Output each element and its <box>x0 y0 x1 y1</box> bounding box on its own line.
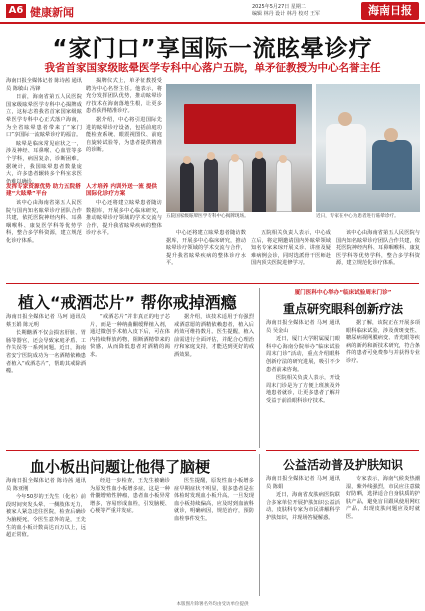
story2-column-1 <box>6 314 86 377</box>
story4-paragraph: 医生提醒，原发性血小板增多症早期症状不明显，很多患者是在体检时发现血小板升高。一旦发现血小板持续偏高，应及时到血液科就诊，明确病因，规范治疗，预防血栓事件发生。 <box>174 478 254 522</box>
story5-column-2 <box>346 476 420 523</box>
column-rule <box>259 454 260 596</box>
story3-column-1 <box>266 320 340 407</box>
patient-figure <box>372 140 412 190</box>
person-figure <box>228 158 244 212</box>
lead-column-2 <box>86 78 162 156</box>
lead-paragraph: 该中心由海南省第五人民医院与国内知名眩晕诊疗团队合作共建，依托医院神经内科、耳鼻咽喉科、康复医学科等优势学科，整合多学科资源，建立规范化诊疗体系。 <box>6 200 82 244</box>
lead-subheading-1: 发挥专家资源优势 助力五院搭建“大眩晕”平台 <box>6 184 81 197</box>
person-figure <box>204 158 218 212</box>
story3-kicker: 厦门医科中心举办“临床试验周末门诊” <box>294 290 392 296</box>
story3-byline: 海南日报全媒体记者 马珂 通讯员 吴金山 <box>266 320 340 334</box>
lead-column-1 <box>6 78 82 187</box>
person-head <box>231 154 239 162</box>
person-head <box>183 156 191 164</box>
column-rule <box>259 288 260 448</box>
story2-headline: 植入“戒酒芯片” 帮你戒掉酒瘾 <box>18 293 237 312</box>
story4-paragraph: 今年50岁的王先生（化名）前段时间突发头晕、一侧肢体无力，被家人紧急送往医院，检查后确诊为脑梗死。令医生意外的是，王先生的血小板计数高达百万以上，远超正常值。 <box>6 494 86 539</box>
person-figure <box>276 159 292 212</box>
story5-paragraph: 专家表示，海南气候炎热潮湿，紫外线强烈，市民应注意做好防晒，选择适合自身肤质的护肤产品，避免盲目跟风使用网红产品，出现皮肤问题应及时就医。 <box>346 476 420 520</box>
story4-byline: 海南日报全媒体记者 陈诗茜 通讯员 陈亚刚 <box>6 478 86 492</box>
lead-paragraph: 揭牌仪式上，单矛征教授受聘为中心名誉主任。他表示，将充分发挥团队优势，推动眩晕诊疗技术在海南落地生根，让更多患者获得精准诊疗。 <box>86 78 162 115</box>
person-head <box>207 152 215 160</box>
doctor-figure <box>326 124 366 184</box>
section-divider <box>6 283 419 284</box>
newspaper-logo: 海南日报 <box>361 2 419 20</box>
person-figure <box>180 162 194 212</box>
story2-column-3 <box>174 314 254 361</box>
story3-paragraph: 近日，厦门大学附属厦门眼科中心海南分院举办“临床试验周末门诊”活动，重点介绍眼科创新疗法的研究进展，吸引不少患者前来咨询。 <box>266 336 340 373</box>
lead-paragraph: 眩晕是临床常见症状之一，涉及神经、耳鼻喉、心血管等多个学科，病因复杂，诊断困难。据统计，我国眩晕患者数量庞大，许多患者辗转多个科室求医仍难以确诊。 <box>6 140 82 185</box>
story2-paragraph: 长期酗酒不仅会损害肝脏、胃肠等器官，还会导致家庭矛盾、工作失误等一系列问题。近日，海南省安宁医院成功为一名酒精依赖患者植入“戒酒芯片”，帮助其戒除酒瘾。 <box>6 330 86 375</box>
story5-column-1 <box>266 476 340 524</box>
lead-subhead: 我省首家国家级眩晕医学专科中心落户五院，单矛征教授为中心名誉主任 <box>44 62 381 74</box>
lead-paragraph: 中心还将建立眩晕患者随访数据库，开展多中心临床研究，推动眩晕诊疗领域的学术交流与合作，提升我省眩晕疾病的整体诊疗水平。 <box>166 230 246 267</box>
section-divider <box>6 450 256 451</box>
section-title: 健康新闻 <box>30 6 74 19</box>
story2-byline: 海南日报全媒体记者 马珂 通讯员 蔡玉娟 陈元明 <box>6 314 86 328</box>
story4-column-2 <box>90 478 170 517</box>
story3-headline: 重点研究眼科创新疗法 <box>282 302 403 316</box>
lead-column-4 <box>251 230 331 269</box>
doctor-head <box>338 112 352 126</box>
lead-paragraph: 该中心由海南省第五人民医院与国内知名眩晕诊疗团队合作共建，依托医院神经内科、耳鼻咽喉科、康复医学科等优势学科，整合多学科资源，建立规范化诊疗体系。 <box>336 230 420 267</box>
story5-paragraph: 近日，海南省皮肤病医院联合多家单位开展护肤知识公益活动，皮肤科专家为市民讲解科学护肤知识，并现场答疑解惑。 <box>266 492 340 521</box>
story4-column-1 <box>6 478 86 541</box>
person-figure <box>252 157 266 212</box>
story3-paragraph: 医院相关负责人表示，开设周末门诊是为了方便上班族及外地患者就诊，让更多患者了解并受益于前沿眼科诊疗技术。 <box>266 375 340 404</box>
ceremony-photo <box>166 84 312 212</box>
story5-headline: 公益活动普及护肤知识 <box>282 458 403 472</box>
lead-headline: “家门口”享国际一流眩晕诊疗 <box>52 36 373 62</box>
section-divider <box>266 450 419 451</box>
story5-byline: 海南日报全媒体记者 马珂 通讯员 陈娟 <box>266 476 340 490</box>
story4-headline: 血小板出问题让他得了脑梗 <box>30 458 211 476</box>
lead-subheading-2: 人才培养 内训外送一流 提供国际化诊疗方案 <box>86 184 158 197</box>
clinic-photo <box>316 84 420 212</box>
lead-column-1b <box>6 200 82 247</box>
story4-paragraph: 经进一步检查，王先生被确诊为原发性血小板增多症。这是一种骨髓增殖性肿瘤，患者血小板异常增多，容易形成血栓，引发脑梗、心梗等严重并发症。 <box>90 478 170 515</box>
lead-column-3 <box>166 230 246 269</box>
person-head <box>279 155 287 163</box>
issue-meta <box>252 4 360 18</box>
story3-column-2 <box>346 320 420 367</box>
story4-column-3 <box>174 478 254 525</box>
lead-column-2b <box>86 200 162 239</box>
page-header <box>0 0 425 24</box>
photo-caption: 近日，专家在中心为患者进行眩晕诊疗。 <box>316 214 399 219</box>
person-head <box>255 151 263 159</box>
banner-shape <box>184 104 296 144</box>
photo-caption: 五院国家级眩晕医学专科中心揭牌现场。 <box>166 214 249 219</box>
story2-paragraph: 据介绍，该技术适用于有强烈戒酒意愿的酒精依赖患者，植入后药效可维持数月。医生提醒，植入前需进行全面评估，并配合心理治疗和家庭支持，才能达到更好的戒酒效果。 <box>174 314 254 358</box>
issue-date: 2025年5月27日 星期二 <box>252 4 306 10</box>
story2-paragraph: “戒酒芯片”并非真正的电子芯片，而是一种纳曲酮缓释植入剂，通过微创手术植入皮下后，可在体内持续释放药物，阻断酒精带来的快感，从而降低患者对酒精的渴求。 <box>90 314 170 358</box>
lead-column-5 <box>336 230 420 269</box>
lead-paragraph: 中心还将建立眩晕患者随访数据库，开展多中心临床研究，推动眩晕诊疗领域的学术交流与合作，提升我省眩晕疾病的整体诊疗水平。 <box>86 200 162 237</box>
lead-paragraph: 日前，海南省第五人民医院国家级眩晕医学专科中心揭牌成立，这标志着我省首家国家级眩晕医学专科中心正式落户海南，为全省眩晕患者带来了“家门口”享国际一流眩晕诊疗的福音。 <box>6 94 82 139</box>
patient-head <box>384 128 398 142</box>
lead-paragraph: 据介绍，中心将引进国际先进的眩晕诊疗设备，包括前庭功能检查系统、眼震视图仪、前庭自旋转试验等，为患者提供精准的诊断。 <box>86 116 162 154</box>
page-number: A6 <box>6 4 26 18</box>
lead-paragraph: 五院相关负责人表示，中心成立后，将定期邀请国内外眩晕领域知名专家来琼开展义诊、讲座及疑难病例会诊，同时选派骨干医师赴国内顶尖医院进修学习。 <box>251 230 331 267</box>
editor-line: 编辑 林丹 设计 林丹 校对 王军 <box>252 11 320 17</box>
story3-paragraph: 据了解，该院正在开展多项眼科临床试验，涉及黄斑变性、糖尿病视网膜病变、青光眼等疾病的新药和新技术研究，符合条件的患者可免费参与并获得专业诊疗。 <box>346 320 420 364</box>
lead-byline: 海南日报全媒体记者 陈诗茜 通讯员 陈敏山 冯锋 <box>6 78 82 92</box>
story2-column-2 <box>90 314 170 361</box>
footer-note: 本版图片除署名外均由受访单位提供 <box>176 602 249 607</box>
